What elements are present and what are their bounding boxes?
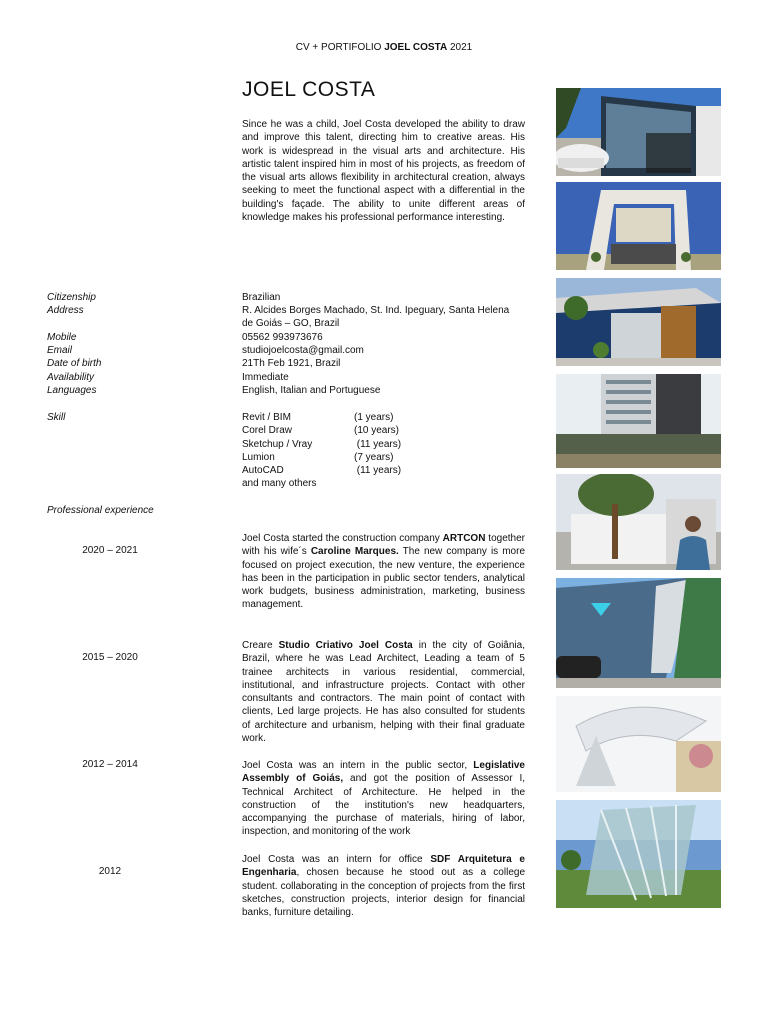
text-run: Joel Costa was an intern for office — [242, 854, 431, 865]
experience-description — [242, 759, 525, 839]
canopy-structure-photo — [556, 696, 721, 792]
text-run: Joel Costa was an intern in the public sector, — [242, 760, 474, 771]
skill-row — [242, 438, 401, 451]
experience-years: 2012 – 2014 — [82, 759, 138, 770]
text-run: together with his wife´s — [242, 533, 525, 558]
value-citizenship: Brazilian — [242, 292, 281, 303]
header-prefix: CV + PORTIFOLIO — [295, 42, 385, 53]
header-name: JOEL COSTA — [384, 42, 448, 53]
skill-name: Corel Draw — [242, 425, 293, 437]
label-availability: Availability — [47, 372, 95, 383]
skill-name: Lumion — [242, 451, 275, 463]
label-skill: Skill — [47, 412, 66, 423]
label-languages: Languages — [47, 385, 97, 396]
apartment-tower-photo — [556, 374, 721, 468]
text-run: and got the position of Assessor I, Technical Architect of Architecture. He helped in the construction of the institution's new headquarters, accompanying the purchase of materials, hiring of labor, inspection, and monitoring of the work — [242, 773, 526, 838]
company-name: SDF Arquitetura e Engenharia — [242, 854, 525, 879]
value-mobile: 05562 993973676 — [242, 332, 323, 343]
skills-list — [242, 411, 401, 491]
pavilion-render-photo — [556, 800, 721, 908]
header-year: 2021 — [447, 42, 473, 53]
document-header — [0, 42, 768, 53]
label-citizenship: Citizenship — [47, 292, 96, 303]
label-experience: Professional experience — [47, 505, 154, 516]
partner-name: Caroline Marques. — [310, 546, 399, 558]
company-name: ARTCON — [442, 533, 486, 544]
company-name: Studio Criativo Joel Costa — [278, 640, 413, 651]
value-email: studiojoelcosta@gmail.com — [242, 345, 364, 356]
skill-years: (10 years) — [354, 425, 400, 437]
text-run: , chosen because he stood out as a college student. collaborating in the conception of projects from the first sketches, construction projects, interior design for financial banks, furniture detailing. — [242, 867, 525, 919]
experience-years: 2020 – 2021 — [82, 545, 138, 556]
intro-paragraph: Since he was a child, Joel Costa developed the ability to draw and improve this talent, directing him to creative areas. His work is widespread in the visual arts and architecture. His artistic talent inspired him in most of his projects, as freedom of the visual arts allows flexibility in architectural creation, always seeking to meet the functional aspect with a differential in the building's façade. The ability to unite different areas of knowledge makes his professional performance interesting. — [242, 119, 525, 224]
experience-years: 2012 — [98, 866, 122, 877]
experience-description — [242, 532, 525, 612]
label-mobile: Mobile — [47, 332, 77, 343]
skill-years: (11 years) — [354, 465, 402, 477]
skill-row — [242, 411, 401, 424]
skill-name: Revit / BIM — [242, 412, 291, 423]
text-run: The new company is more focused on project execution, the new venture, the experience has been in the participation in public sector tenders, analytical work budgets, business administration, marketing, business management. — [242, 546, 526, 611]
skill-name: AutoCAD — [242, 465, 284, 477]
walkmed-building-photo — [556, 578, 721, 688]
text-run: Joel Costa started the construction company — [242, 533, 443, 544]
terrace-render-photo — [556, 278, 721, 366]
facade-render-photo — [556, 182, 721, 270]
skill-row — [242, 464, 401, 477]
skills-more: and many others — [242, 478, 317, 490]
value-address-line2: de Goiás – GO, Brazil — [242, 318, 340, 329]
portrait-photo — [556, 474, 721, 570]
experience-description — [242, 853, 525, 919]
skill-row — [242, 424, 401, 437]
value-languages: English, Italian and Portuguese — [242, 385, 381, 396]
skill-row — [242, 451, 401, 464]
experience-description — [242, 639, 525, 745]
label-address: Address — [47, 305, 84, 316]
value-address-line1: R. Alcides Borges Machado, St. Ind. Ipeguary, Santa Helena — [242, 305, 510, 316]
value-dob: 21Th Feb 1921, Brazil — [242, 358, 341, 369]
skill-name: Sketchup / Vray — [242, 438, 313, 450]
skill-years: (7 years) — [354, 451, 394, 463]
building-facade-photo — [556, 88, 721, 176]
page-title: JOEL COSTA — [242, 78, 376, 101]
label-email: Email — [47, 345, 73, 356]
label-dob: Date of birth — [47, 358, 102, 369]
text-run: Creare — [242, 640, 279, 651]
value-availability: Immediate — [242, 372, 289, 383]
company-name: Legislative Assembly of Goiás, — [242, 760, 525, 785]
text-run: in the city of Goiânia, Brazil, where he was Lead Architect, Leading a team of 5 trainee architects in various residential, commercial, institutional, and infrastructure projects. Contact with other consultants and contractors. The main point of contact with clients, Led large projects. He has also consulted for students of architecture and urbanism, helping with their final graduate work. — [242, 640, 525, 745]
experience-years: 2015 – 2020 — [82, 652, 138, 663]
skill-years: (11 years) — [354, 438, 402, 450]
skill-years: (1 years) — [354, 412, 394, 423]
